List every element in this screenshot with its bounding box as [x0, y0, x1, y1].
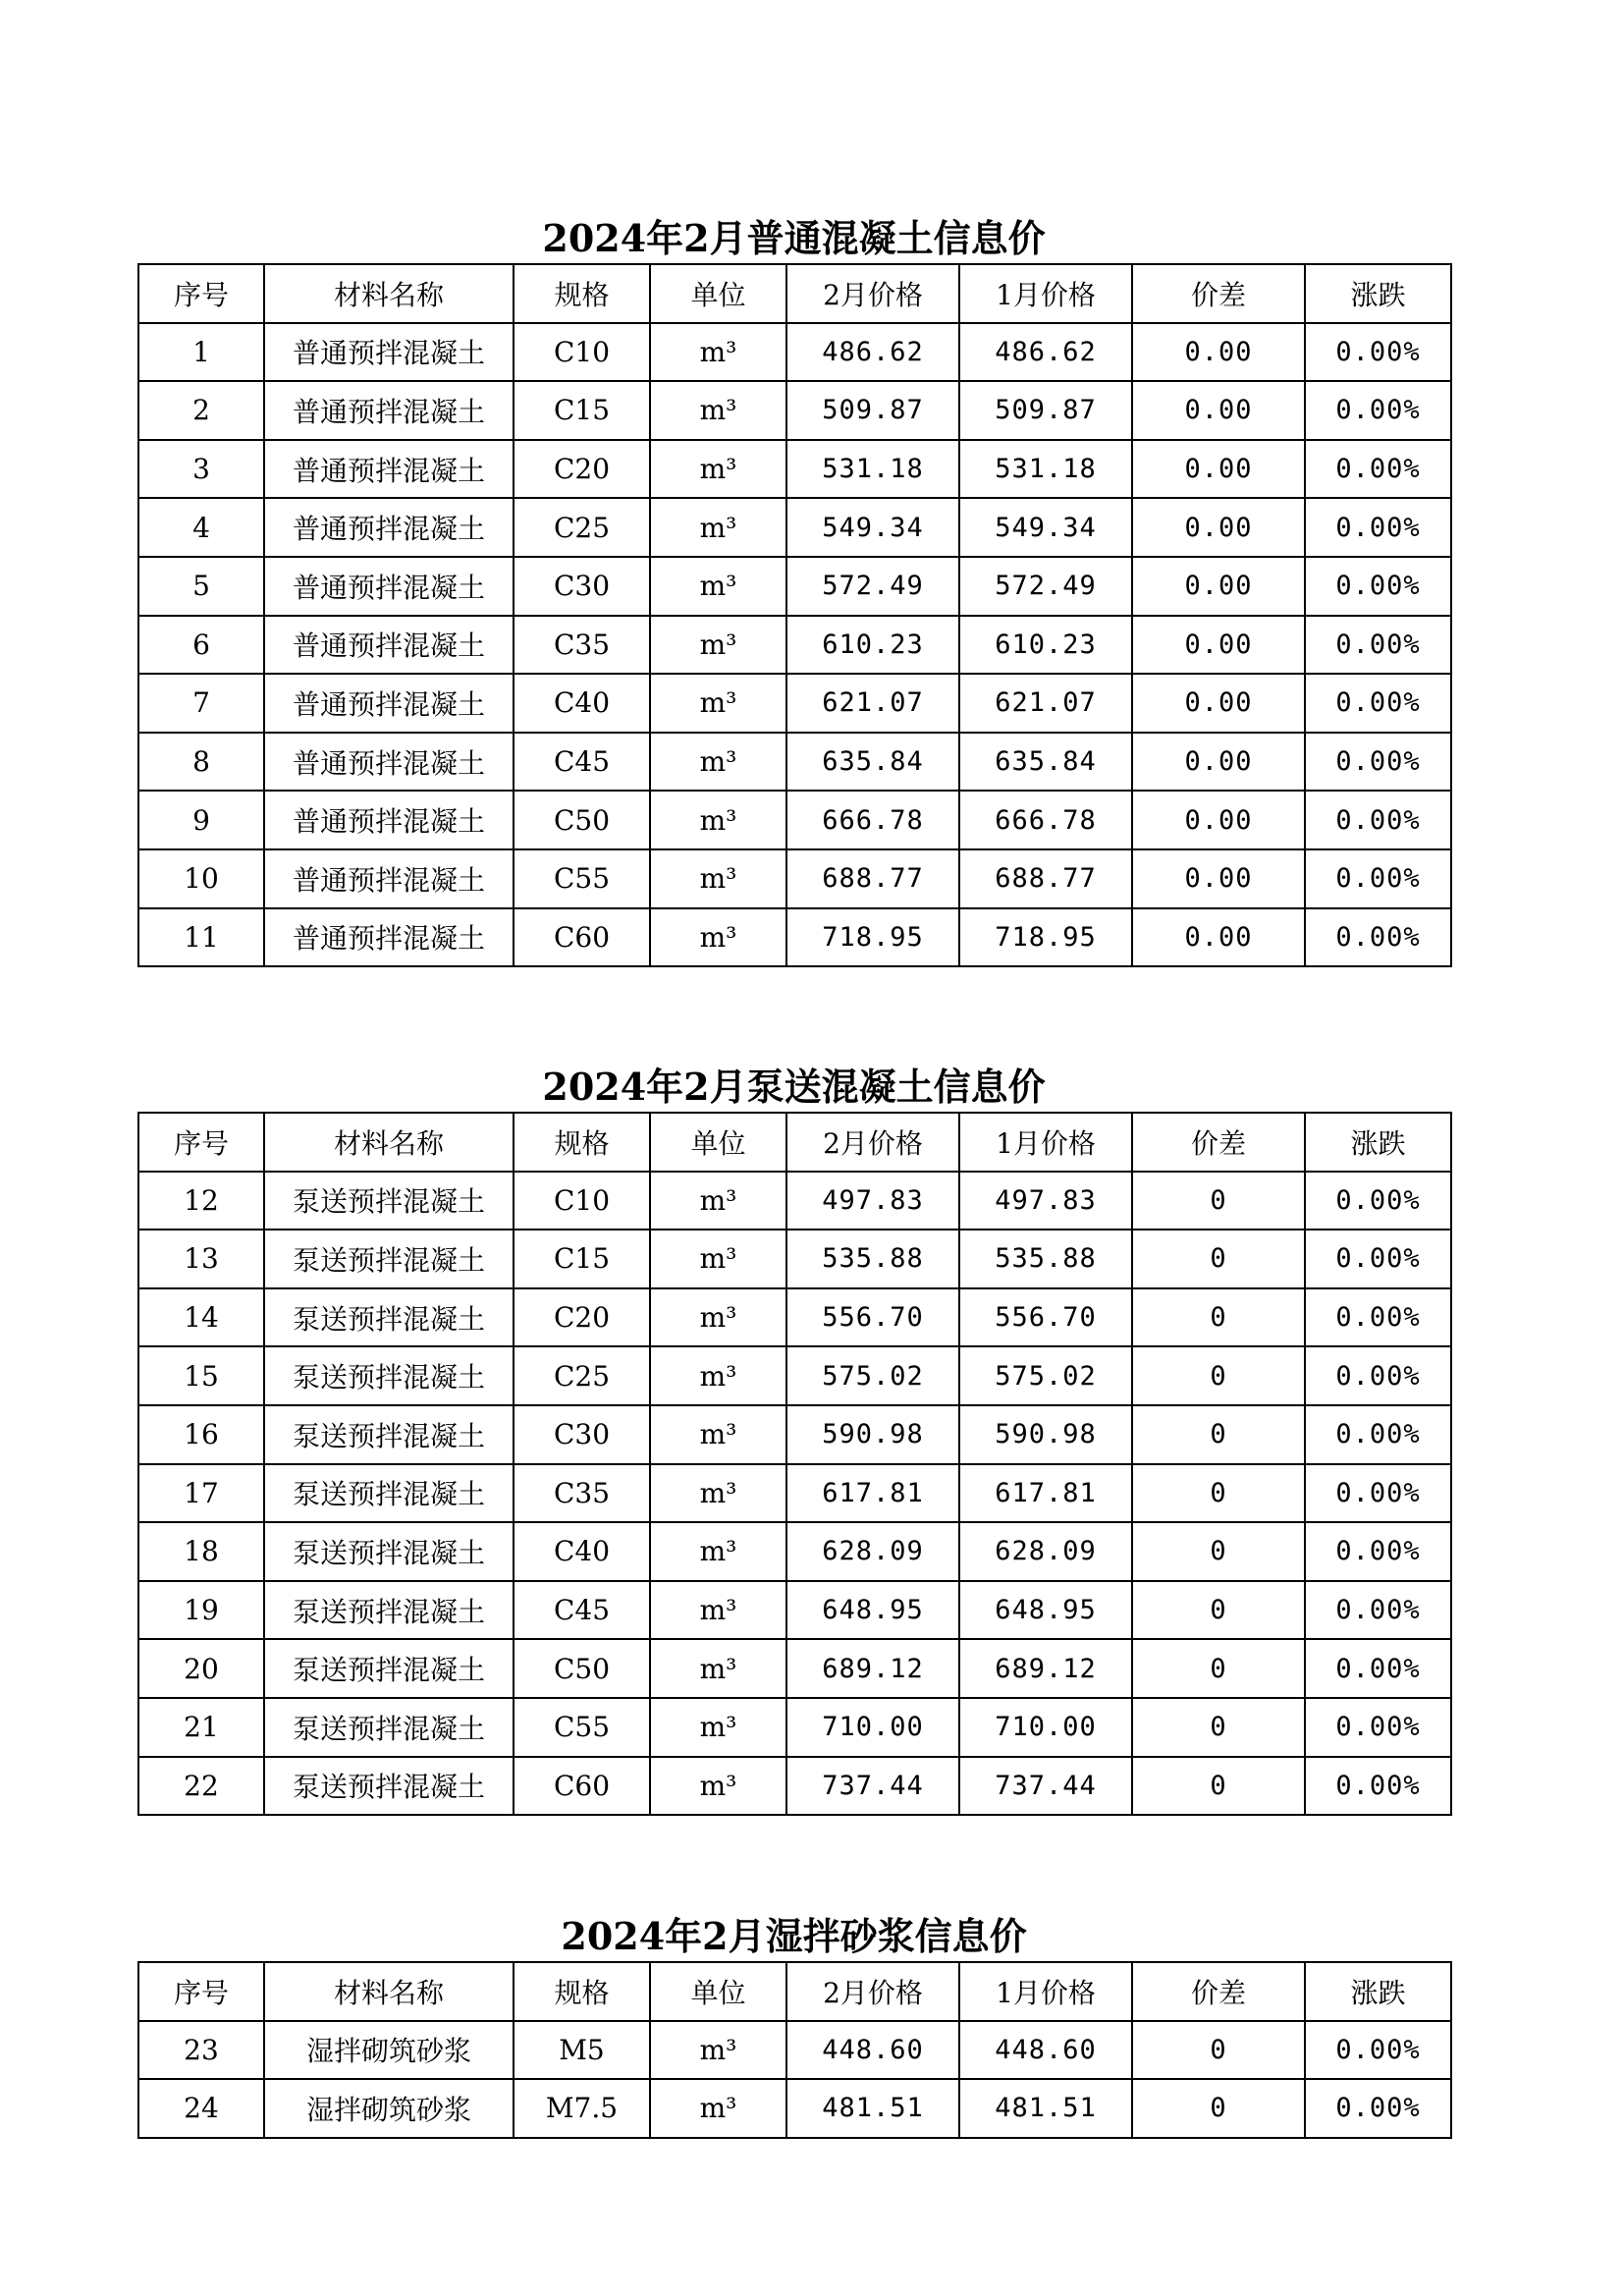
cell-spec: C40 — [514, 674, 650, 733]
cell-jan-price: 635.84 — [959, 733, 1132, 792]
table-row — [138, 1757, 1451, 1816]
cell-index: 11 — [138, 908, 264, 967]
cell-change-pct: 0.00% — [1305, 1581, 1451, 1640]
cell-index: 16 — [138, 1405, 264, 1464]
price-table — [137, 1961, 1452, 2139]
cell-index: 6 — [138, 616, 264, 675]
cell-price-diff: 0 — [1132, 1757, 1305, 1816]
column-header: 涨跌 — [1305, 1962, 1451, 2021]
table-row — [138, 2079, 1451, 2138]
price-table — [137, 263, 1452, 967]
table-row — [138, 616, 1451, 675]
cell-unit: m³ — [650, 1346, 786, 1405]
cell-index: 5 — [138, 557, 264, 616]
cell-unit: m³ — [650, 1698, 786, 1757]
column-header: 价差 — [1132, 1113, 1305, 1172]
cell-price-diff: 0.00 — [1132, 908, 1305, 967]
cell-feb-price: 610.23 — [786, 616, 959, 675]
cell-change-pct: 0.00% — [1305, 791, 1451, 849]
cell-index: 8 — [138, 733, 264, 792]
cell-material-name: 普通预拌混凝土 — [264, 381, 514, 440]
cell-index: 9 — [138, 791, 264, 849]
cell-price-diff: 0 — [1132, 1230, 1305, 1288]
cell-index: 17 — [138, 1464, 264, 1523]
cell-spec: C15 — [514, 1230, 650, 1288]
cell-feb-price: 481.51 — [786, 2079, 959, 2138]
cell-feb-price: 448.60 — [786, 2021, 959, 2080]
cell-index: 1 — [138, 323, 264, 382]
section-title: 2024年2月普通混凝土信息价 — [542, 216, 1046, 260]
cell-feb-price: 718.95 — [786, 908, 959, 967]
cell-material-name: 普通预拌混凝土 — [264, 674, 514, 733]
cell-jan-price: 689.12 — [959, 1639, 1132, 1698]
cell-material-name: 泵送预拌混凝土 — [264, 1346, 514, 1405]
column-header: 1月价格 — [959, 264, 1132, 323]
column-header: 涨跌 — [1305, 1113, 1451, 1172]
cell-spec: C10 — [514, 323, 650, 382]
column-header: 单位 — [650, 264, 786, 323]
cell-jan-price: 535.88 — [959, 1230, 1132, 1288]
cell-feb-price: 509.87 — [786, 381, 959, 440]
cell-change-pct: 0.00% — [1305, 1639, 1451, 1698]
cell-change-pct: 0.00% — [1305, 1288, 1451, 1347]
cell-index: 15 — [138, 1346, 264, 1405]
cell-feb-price: 628.09 — [786, 1522, 959, 1581]
cell-material-name: 泵送预拌混凝土 — [264, 1230, 514, 1288]
cell-jan-price: 509.87 — [959, 381, 1132, 440]
cell-feb-price: 635.84 — [786, 733, 959, 792]
column-header: 规格 — [514, 1113, 650, 1172]
column-header: 2月价格 — [786, 264, 959, 323]
cell-unit: m³ — [650, 557, 786, 616]
cell-spec: C30 — [514, 557, 650, 616]
cell-material-name: 普通预拌混凝土 — [264, 323, 514, 382]
cell-jan-price: 710.00 — [959, 1698, 1132, 1757]
cell-price-diff: 0 — [1132, 1522, 1305, 1581]
cell-index: 23 — [138, 2021, 264, 2080]
cell-change-pct: 0.00% — [1305, 1405, 1451, 1464]
cell-jan-price: 556.70 — [959, 1288, 1132, 1347]
cell-jan-price: 610.23 — [959, 616, 1132, 675]
table-row — [138, 791, 1451, 849]
cell-price-diff: 0 — [1132, 1405, 1305, 1464]
table-row — [138, 2021, 1451, 2080]
cell-change-pct: 0.00% — [1305, 2021, 1451, 2080]
table-row — [138, 1172, 1451, 1230]
cell-spec: M5 — [514, 2021, 650, 2080]
table-row — [138, 849, 1451, 908]
cell-jan-price: 628.09 — [959, 1522, 1132, 1581]
cell-material-name: 普通预拌混凝土 — [264, 616, 514, 675]
cell-feb-price: 575.02 — [786, 1346, 959, 1405]
cell-change-pct: 0.00% — [1305, 674, 1451, 733]
cell-index: 10 — [138, 849, 264, 908]
cell-material-name: 湿拌砌筑砂浆 — [264, 2021, 514, 2080]
section-ordinary-concrete — [137, 214, 1450, 967]
table-row — [138, 498, 1451, 557]
cell-change-pct: 0.00% — [1305, 733, 1451, 792]
cell-price-diff: 0 — [1132, 1464, 1305, 1523]
cell-material-name: 普通预拌混凝土 — [264, 733, 514, 792]
cell-index: 12 — [138, 1172, 264, 1230]
cell-unit: m³ — [650, 1230, 786, 1288]
section-wet-mortar — [137, 1912, 1450, 2139]
column-header: 单位 — [650, 1113, 786, 1172]
cell-unit: m³ — [650, 1581, 786, 1640]
cell-change-pct: 0.00% — [1305, 1346, 1451, 1405]
cell-jan-price: 575.02 — [959, 1346, 1132, 1405]
cell-index: 7 — [138, 674, 264, 733]
table-row — [138, 1698, 1451, 1757]
cell-unit: m³ — [650, 323, 786, 382]
cell-material-name: 泵送预拌混凝土 — [264, 1288, 514, 1347]
column-header: 价差 — [1132, 1962, 1305, 2021]
cell-spec: C55 — [514, 1698, 650, 1757]
cell-spec: C35 — [514, 1464, 650, 1523]
cell-change-pct: 0.00% — [1305, 1464, 1451, 1523]
cell-spec: C50 — [514, 791, 650, 849]
cell-index: 21 — [138, 1698, 264, 1757]
cell-unit: m³ — [650, 1172, 786, 1230]
price-table — [137, 1112, 1452, 1816]
column-header: 1月价格 — [959, 1962, 1132, 2021]
column-header: 序号 — [138, 264, 264, 323]
cell-feb-price: 666.78 — [786, 791, 959, 849]
cell-material-name: 泵送预拌混凝土 — [264, 1522, 514, 1581]
cell-change-pct: 0.00% — [1305, 1698, 1451, 1757]
cell-unit: m³ — [650, 1464, 786, 1523]
cell-feb-price: 549.34 — [786, 498, 959, 557]
cell-jan-price: 617.81 — [959, 1464, 1132, 1523]
cell-spec: C45 — [514, 733, 650, 792]
cell-material-name: 普通预拌混凝土 — [264, 908, 514, 967]
cell-material-name: 泵送预拌混凝土 — [264, 1405, 514, 1464]
cell-spec: C30 — [514, 1405, 650, 1464]
cell-spec: C25 — [514, 498, 650, 557]
table-row — [138, 1230, 1451, 1288]
cell-index: 24 — [138, 2079, 264, 2138]
cell-price-diff: 0.00 — [1132, 733, 1305, 792]
cell-jan-price: 486.62 — [959, 323, 1132, 382]
column-header: 单位 — [650, 1962, 786, 2021]
column-header: 2月价格 — [786, 1113, 959, 1172]
cell-price-diff: 0.00 — [1132, 616, 1305, 675]
cell-spec: C40 — [514, 1522, 650, 1581]
cell-index: 3 — [138, 440, 264, 499]
cell-unit: m³ — [650, 849, 786, 908]
table-row — [138, 1288, 1451, 1347]
cell-change-pct: 0.00% — [1305, 440, 1451, 499]
cell-change-pct: 0.00% — [1305, 1172, 1451, 1230]
cell-spec: C50 — [514, 1639, 650, 1698]
cell-jan-price: 590.98 — [959, 1405, 1132, 1464]
cell-price-diff: 0.00 — [1132, 440, 1305, 499]
column-header: 材料名称 — [264, 1113, 514, 1172]
cell-price-diff: 0 — [1132, 1581, 1305, 1640]
cell-change-pct: 0.00% — [1305, 1757, 1451, 1816]
cell-jan-price: 718.95 — [959, 908, 1132, 967]
cell-feb-price: 531.18 — [786, 440, 959, 499]
cell-feb-price: 572.49 — [786, 557, 959, 616]
column-header: 序号 — [138, 1113, 264, 1172]
cell-unit: m³ — [650, 1639, 786, 1698]
cell-unit: m³ — [650, 498, 786, 557]
cell-unit: m³ — [650, 1288, 786, 1347]
cell-material-name: 泵送预拌混凝土 — [264, 1757, 514, 1816]
cell-index: 22 — [138, 1757, 264, 1816]
cell-spec: C20 — [514, 1288, 650, 1347]
table-header-row — [138, 1113, 1451, 1172]
table-row — [138, 1405, 1451, 1464]
cell-change-pct: 0.00% — [1305, 381, 1451, 440]
cell-material-name: 普通预拌混凝土 — [264, 557, 514, 616]
cell-feb-price: 535.88 — [786, 1230, 959, 1288]
cell-price-diff: 0 — [1132, 1346, 1305, 1405]
cell-change-pct: 0.00% — [1305, 498, 1451, 557]
cell-feb-price: 710.00 — [786, 1698, 959, 1757]
cell-material-name: 普通预拌混凝土 — [264, 791, 514, 849]
cell-spec: M7.5 — [514, 2079, 650, 2138]
column-header: 2月价格 — [786, 1962, 959, 2021]
cell-feb-price: 617.81 — [786, 1464, 959, 1523]
cell-price-diff: 0 — [1132, 1639, 1305, 1698]
cell-spec: C45 — [514, 1581, 650, 1640]
table-row — [138, 1346, 1451, 1405]
cell-jan-price: 648.95 — [959, 1581, 1132, 1640]
cell-price-diff: 0.00 — [1132, 323, 1305, 382]
cell-spec: C35 — [514, 616, 650, 675]
section-title: 2024年2月湿拌砂浆信息价 — [561, 1914, 1027, 1958]
cell-index: 13 — [138, 1230, 264, 1288]
column-header: 材料名称 — [264, 1962, 514, 2021]
cell-price-diff: 0 — [1132, 1698, 1305, 1757]
cell-change-pct: 0.00% — [1305, 2079, 1451, 2138]
cell-jan-price: 621.07 — [959, 674, 1132, 733]
cell-unit: m³ — [650, 616, 786, 675]
cell-unit: m³ — [650, 2021, 786, 2080]
column-header: 规格 — [514, 264, 650, 323]
cell-index: 20 — [138, 1639, 264, 1698]
cell-jan-price: 481.51 — [959, 2079, 1132, 2138]
table-row — [138, 440, 1451, 499]
cell-unit: m³ — [650, 2079, 786, 2138]
table-row — [138, 557, 1451, 616]
table-row — [138, 908, 1451, 967]
cell-spec: C60 — [514, 908, 650, 967]
cell-price-diff: 0 — [1132, 2079, 1305, 2138]
column-header: 材料名称 — [264, 264, 514, 323]
cell-jan-price: 666.78 — [959, 791, 1132, 849]
cell-index: 2 — [138, 381, 264, 440]
cell-feb-price: 648.95 — [786, 1581, 959, 1640]
cell-spec: C60 — [514, 1757, 650, 1816]
table-row — [138, 381, 1451, 440]
cell-feb-price: 688.77 — [786, 849, 959, 908]
cell-price-diff: 0.00 — [1132, 674, 1305, 733]
cell-jan-price: 531.18 — [959, 440, 1132, 499]
cell-unit: m³ — [650, 381, 786, 440]
cell-feb-price: 590.98 — [786, 1405, 959, 1464]
cell-index: 18 — [138, 1522, 264, 1581]
cell-price-diff: 0.00 — [1132, 557, 1305, 616]
cell-spec: C25 — [514, 1346, 650, 1405]
cell-material-name: 普通预拌混凝土 — [264, 849, 514, 908]
table-header-row — [138, 1962, 1451, 2021]
cell-spec: C10 — [514, 1172, 650, 1230]
cell-price-diff: 0.00 — [1132, 791, 1305, 849]
cell-feb-price: 497.83 — [786, 1172, 959, 1230]
table-row — [138, 733, 1451, 792]
cell-spec: C20 — [514, 440, 650, 499]
cell-price-diff: 0 — [1132, 1288, 1305, 1347]
cell-jan-price: 497.83 — [959, 1172, 1132, 1230]
column-header: 价差 — [1132, 264, 1305, 323]
cell-change-pct: 0.00% — [1305, 1522, 1451, 1581]
cell-jan-price: 549.34 — [959, 498, 1132, 557]
section-title: 2024年2月泵送混凝土信息价 — [542, 1065, 1046, 1109]
cell-unit: m³ — [650, 733, 786, 792]
cell-material-name: 泵送预拌混凝土 — [264, 1581, 514, 1640]
column-header: 规格 — [514, 1962, 650, 2021]
cell-jan-price: 572.49 — [959, 557, 1132, 616]
table-header-row — [138, 264, 1451, 323]
cell-feb-price: 486.62 — [786, 323, 959, 382]
cell-change-pct: 0.00% — [1305, 323, 1451, 382]
cell-feb-price: 621.07 — [786, 674, 959, 733]
cell-unit: m³ — [650, 1405, 786, 1464]
table-row — [138, 323, 1451, 382]
cell-material-name: 普通预拌混凝土 — [264, 440, 514, 499]
table-row — [138, 674, 1451, 733]
cell-unit: m³ — [650, 1522, 786, 1581]
cell-material-name: 泵送预拌混凝土 — [264, 1172, 514, 1230]
table-row — [138, 1581, 1451, 1640]
cell-unit: m³ — [650, 440, 786, 499]
column-header: 序号 — [138, 1962, 264, 2021]
table-row — [138, 1639, 1451, 1698]
cell-price-diff: 0.00 — [1132, 849, 1305, 908]
column-header: 涨跌 — [1305, 264, 1451, 323]
cell-feb-price: 689.12 — [786, 1639, 959, 1698]
cell-change-pct: 0.00% — [1305, 1230, 1451, 1288]
cell-unit: m³ — [650, 674, 786, 733]
cell-spec: C15 — [514, 381, 650, 440]
cell-feb-price: 556.70 — [786, 1288, 959, 1347]
cell-material-name: 普通预拌混凝土 — [264, 498, 514, 557]
cell-material-name: 泵送预拌混凝土 — [264, 1639, 514, 1698]
cell-unit: m³ — [650, 1757, 786, 1816]
cell-change-pct: 0.00% — [1305, 616, 1451, 675]
cell-feb-price: 737.44 — [786, 1757, 959, 1816]
cell-index: 14 — [138, 1288, 264, 1347]
cell-spec: C55 — [514, 849, 650, 908]
cell-unit: m³ — [650, 791, 786, 849]
cell-change-pct: 0.00% — [1305, 557, 1451, 616]
cell-price-diff: 0 — [1132, 1172, 1305, 1230]
cell-price-diff: 0 — [1132, 2021, 1305, 2080]
cell-index: 19 — [138, 1581, 264, 1640]
cell-unit: m³ — [650, 908, 786, 967]
table-row — [138, 1464, 1451, 1523]
cell-change-pct: 0.00% — [1305, 849, 1451, 908]
table-row — [138, 1522, 1451, 1581]
column-header: 1月价格 — [959, 1113, 1132, 1172]
cell-material-name: 泵送预拌混凝土 — [264, 1464, 514, 1523]
cell-material-name: 泵送预拌混凝土 — [264, 1698, 514, 1757]
cell-jan-price: 448.60 — [959, 2021, 1132, 2080]
cell-material-name: 湿拌砌筑砂浆 — [264, 2079, 514, 2138]
cell-change-pct: 0.00% — [1305, 908, 1451, 967]
cell-price-diff: 0.00 — [1132, 498, 1305, 557]
cell-jan-price: 688.77 — [959, 849, 1132, 908]
section-pumped-concrete — [137, 1063, 1450, 1816]
cell-jan-price: 737.44 — [959, 1757, 1132, 1816]
cell-index: 4 — [138, 498, 264, 557]
cell-price-diff: 0.00 — [1132, 381, 1305, 440]
